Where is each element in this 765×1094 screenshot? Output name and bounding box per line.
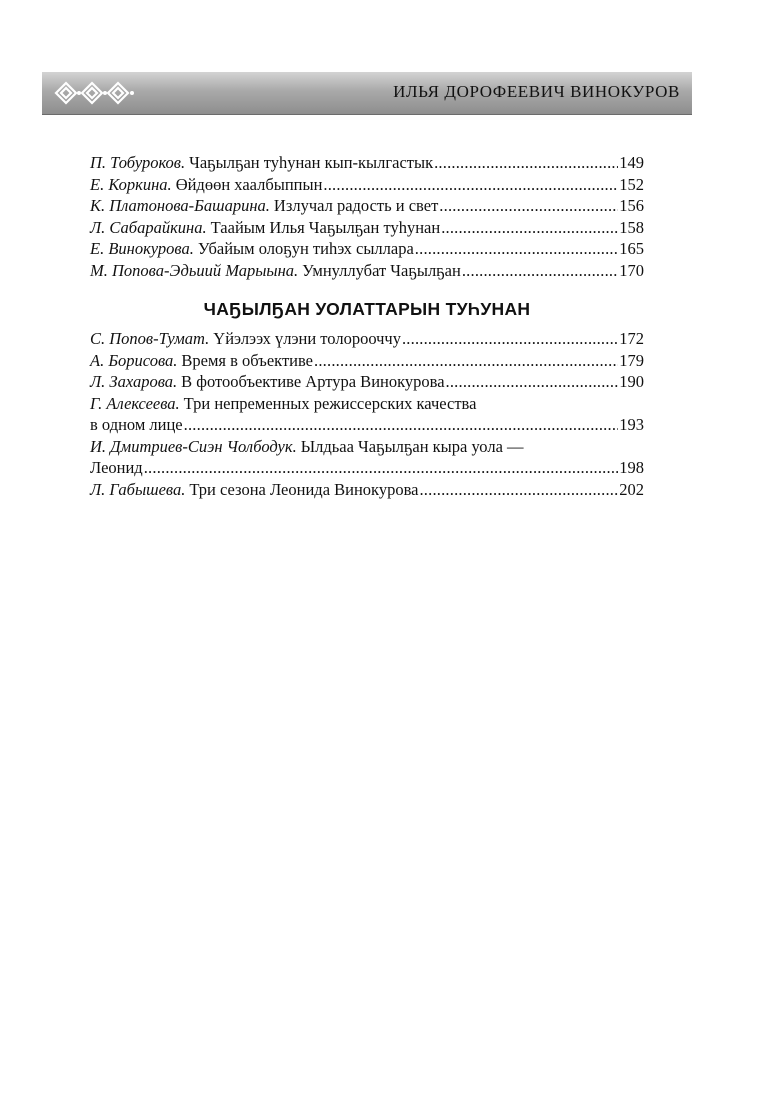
toc-author: Л. Габышева. xyxy=(90,479,186,499)
toc-leader-dots xyxy=(323,174,618,196)
toc-page-number: 165 xyxy=(619,239,644,258)
toc-author: И. Дмитриев-Сиэн Чолбодук. xyxy=(90,436,297,456)
toc-page-number: 193 xyxy=(619,415,644,434)
toc-entry xyxy=(90,195,644,217)
toc-author: К. Платонова-Башарина. xyxy=(90,196,270,215)
toc-leader-dots xyxy=(314,350,618,372)
toc-page-number: 198 xyxy=(619,458,644,477)
toc-leader-dots xyxy=(446,371,619,393)
toc-entry xyxy=(90,436,644,479)
toc-author: Е. Винокурова. xyxy=(90,239,194,258)
toc-author: Л. Захарова. xyxy=(90,372,178,391)
toc-entry xyxy=(90,393,644,436)
toc-title: Чаҕылҕан туһунан кып-кылгастык xyxy=(189,153,434,172)
toc-leader-dots xyxy=(402,328,618,350)
toc-leader-dots xyxy=(144,457,619,479)
toc-entry xyxy=(90,152,644,174)
toc-entry xyxy=(90,238,644,260)
toc-leader-dots xyxy=(462,260,618,282)
toc-entry xyxy=(90,260,644,282)
toc-author: С. Попов-Тумат. xyxy=(90,329,210,348)
toc-page-number: 170 xyxy=(619,260,644,280)
header-title: ИЛЬЯ ДОРОФЕЕВИЧ ВИНОКУРОВ xyxy=(393,82,680,101)
toc-title: Ылдьаа Чаҕылҕан кыра уола — xyxy=(300,436,524,456)
toc-page-number: 149 xyxy=(619,153,644,172)
toc-entry xyxy=(90,328,644,350)
toc-author: Л. Сабарайкина. xyxy=(90,217,207,237)
toc-entry xyxy=(90,174,644,196)
toc-page-number: 172 xyxy=(619,329,644,348)
toc-author: А. Борисова. xyxy=(90,350,178,370)
toc-title: Өйдөөн хаалбыппын xyxy=(175,174,323,194)
toc-title: Умнуллубат Чаҕылҕан xyxy=(302,260,461,280)
toc-group-1 xyxy=(90,152,644,281)
toc-entry xyxy=(90,371,644,393)
table-of-contents xyxy=(90,152,644,500)
toc-entry xyxy=(90,479,644,501)
toc-title: Убайым олоҕун тиһэх сыллара xyxy=(197,239,414,258)
toc-title: В фотообъективе Артура Винокурова xyxy=(181,372,445,391)
toc-title-continued: Леонид xyxy=(90,458,143,477)
toc-page-number: 158 xyxy=(619,217,644,237)
section-heading: ЧАҔЫЛҔАН УОЛАТТАРЫН ТУҺУНАН xyxy=(203,299,531,319)
toc-page-number: 190 xyxy=(619,372,644,391)
toc-leader-dots xyxy=(184,414,619,436)
running-header xyxy=(42,72,692,114)
toc-author: Е. Коркина. xyxy=(90,174,172,194)
toc-page-number: 152 xyxy=(619,174,644,194)
toc-title: Три сезона Леонида Винокурова xyxy=(189,479,419,499)
toc-page-number: 156 xyxy=(619,196,644,215)
toc-entry xyxy=(90,350,644,372)
toc-leader-dots xyxy=(419,479,618,501)
toc-author: Г. Алексеева. xyxy=(90,393,180,413)
toc-title: Излучал радость и свет xyxy=(273,196,439,215)
toc-page-number: 179 xyxy=(619,350,644,370)
toc-leader-dots xyxy=(434,152,618,174)
toc-author: М. Попова-Эдьиий Марыына. xyxy=(90,260,299,280)
toc-title: Время в объективе xyxy=(181,350,314,370)
toc-leader-dots xyxy=(441,217,618,239)
toc-leader-dots xyxy=(415,238,618,260)
toc-entry xyxy=(90,217,644,239)
toc-title: Үйэлээх үлэни толорооччу xyxy=(213,329,401,348)
ornament-icon xyxy=(52,78,142,108)
toc-leader-dots xyxy=(439,195,618,217)
toc-title: Таайым Илья Чаҕылҕан туһунан xyxy=(210,217,441,237)
toc-page-number: 202 xyxy=(619,479,644,499)
toc-title-continued: в одном лице xyxy=(90,415,183,434)
toc-title: Три непременных режиссерских качества xyxy=(183,393,477,413)
toc-group-2 xyxy=(90,328,644,500)
toc-author: П. Тобуроков. xyxy=(90,153,186,172)
